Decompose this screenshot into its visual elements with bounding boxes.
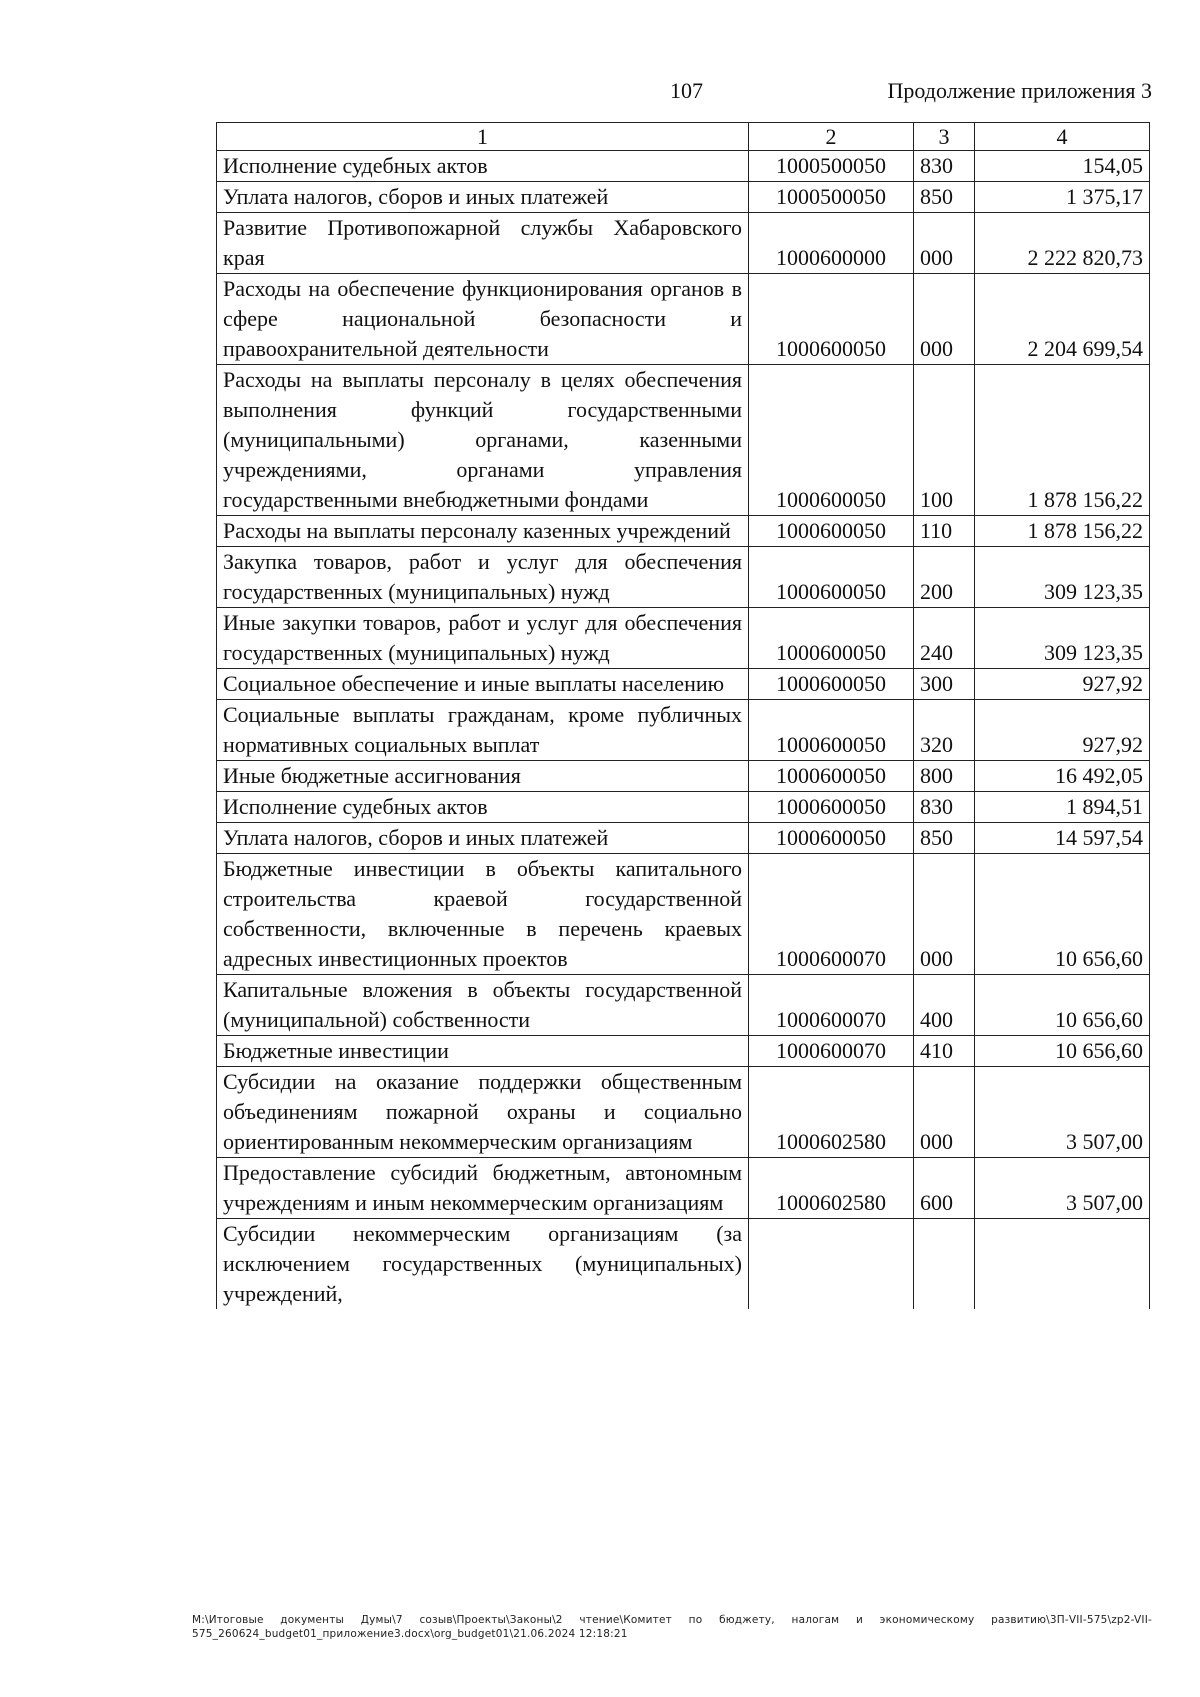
row-expense-type-cell: 830 (914, 792, 975, 823)
row-amount-cell: 10 656,60 (975, 1036, 1150, 1067)
row-code-cell: 1000600050 (749, 608, 914, 669)
row-expense-type-cell: 800 (914, 761, 975, 792)
table-row (217, 823, 1150, 854)
row-expense-type-cell: 000 (914, 213, 975, 274)
row-amount-cell (975, 1219, 1150, 1310)
row-amount-cell: 10 656,60 (975, 975, 1150, 1036)
row-expense-type-cell: 600 (914, 1158, 975, 1219)
row-code-cell: 1000600050 (749, 365, 914, 516)
row-name-cell: Субсидии на оказание поддержки общественным объединениям пожарной охраны и социально ориентированным некоммерческим организациям (217, 1067, 749, 1158)
row-code-cell: 1000600050 (749, 274, 914, 365)
row-expense-type-cell: 110 (914, 516, 975, 547)
table-row (217, 1158, 1150, 1219)
row-expense-type-cell (914, 1219, 975, 1310)
document-path-footer: M:\Итоговые документы Думы\7 созыв\Проекты\Законы\2 чтение\Комитет по бюджету, налогам и экономическому развитию\3П-VII-575\zp2-VII-575_260624_budget01_приложение3.docx\org_budget01\21.06.2024 12:18:21 (192, 1614, 1152, 1640)
row-name-cell: Социальные выплаты гражданам, кроме публичных нормативных социальных выплат (217, 700, 749, 761)
row-code-cell (749, 1219, 914, 1310)
row-code-cell: 1000600050 (749, 700, 914, 761)
row-name-cell: Развитие Противопожарной службы Хабаровского края (217, 213, 749, 274)
row-amount-cell: 1 894,51 (975, 792, 1150, 823)
table-row (217, 669, 1150, 700)
row-amount-cell: 3 507,00 (975, 1158, 1150, 1219)
row-expense-type-cell: 240 (914, 608, 975, 669)
row-amount-cell: 2 222 820,73 (975, 213, 1150, 274)
column-number-2: 2 (749, 123, 914, 151)
table-row (217, 516, 1150, 547)
row-name-cell: Уплата налогов, сборов и иных платежей (217, 182, 749, 213)
row-amount-cell: 1 878 156,22 (975, 516, 1150, 547)
table-row (217, 365, 1150, 516)
table-row (217, 547, 1150, 608)
row-amount-cell: 927,92 (975, 700, 1150, 761)
table-row (217, 1036, 1150, 1067)
budget-table (216, 122, 1150, 1309)
row-amount-cell: 154,05 (975, 151, 1150, 182)
row-amount-cell: 309 123,35 (975, 547, 1150, 608)
row-code-cell: 1000600050 (749, 547, 914, 608)
row-expense-type-cell: 000 (914, 274, 975, 365)
table-row (217, 608, 1150, 669)
row-expense-type-cell: 200 (914, 547, 975, 608)
row-name-cell: Бюджетные инвестиции в объекты капитального строительства краевой государственной собственности, включенные в перечень краевых адресных инвестиционных проектов (217, 854, 749, 975)
row-code-cell: 1000600000 (749, 213, 914, 274)
row-name-cell: Иные закупки товаров, работ и услуг для обеспечения государственных (муниципальных) нужд (217, 608, 749, 669)
row-name-cell: Расходы на обеспечение функционирования органов в сфере национальной безопасности и правоохранительной деятельности (217, 274, 749, 365)
column-number-row (217, 123, 1150, 151)
row-amount-cell: 1 375,17 (975, 182, 1150, 213)
table-row (217, 854, 1150, 975)
table-row (217, 700, 1150, 761)
row-name-cell: Расходы на выплаты персоналу казенных учреждений (217, 516, 749, 547)
row-code-cell: 1000600050 (749, 516, 914, 547)
table-row (217, 151, 1150, 182)
row-expense-type-cell: 400 (914, 975, 975, 1036)
row-name-cell: Иные бюджетные ассигнования (217, 761, 749, 792)
row-name-cell: Исполнение судебных актов (217, 792, 749, 823)
row-expense-type-cell: 850 (914, 823, 975, 854)
row-code-cell: 1000600070 (749, 975, 914, 1036)
row-name-cell: Исполнение судебных актов (217, 151, 749, 182)
row-amount-cell: 10 656,60 (975, 854, 1150, 975)
table-row (217, 274, 1150, 365)
row-expense-type-cell: 300 (914, 669, 975, 700)
row-expense-type-cell: 830 (914, 151, 975, 182)
table-row (217, 761, 1150, 792)
row-expense-type-cell: 000 (914, 854, 975, 975)
row-code-cell: 1000500050 (749, 151, 914, 182)
row-code-cell: 1000600050 (749, 669, 914, 700)
row-name-cell: Субсидии некоммерческим организациям (за исключением государственных (муниципальных) учреждений, (217, 1219, 749, 1310)
row-code-cell: 1000602580 (749, 1067, 914, 1158)
column-number-3: 3 (914, 123, 975, 151)
row-code-cell: 1000600070 (749, 854, 914, 975)
table-row (217, 1067, 1150, 1158)
continuation-label: Продолжение приложения 3 (887, 78, 1152, 103)
row-name-cell: Расходы на выплаты персоналу в целях обеспечения выполнения функций государственными (муниципальными) органами, казенными учреждениями, органами управления государственными внебюджетными фондами (217, 365, 749, 516)
table-row (217, 182, 1150, 213)
row-amount-cell: 1 878 156,22 (975, 365, 1150, 516)
row-name-cell: Уплата налогов, сборов и иных платежей (217, 823, 749, 854)
row-name-cell: Капитальные вложения в объекты государственной (муниципальной) собственности (217, 975, 749, 1036)
row-expense-type-cell: 410 (914, 1036, 975, 1067)
row-amount-cell: 3 507,00 (975, 1067, 1150, 1158)
row-amount-cell: 309 123,35 (975, 608, 1150, 669)
row-expense-type-cell: 320 (914, 700, 975, 761)
row-amount-cell: 16 492,05 (975, 761, 1150, 792)
row-code-cell: 1000600050 (749, 823, 914, 854)
row-name-cell: Социальное обеспечение и иные выплаты населению (217, 669, 749, 700)
row-amount-cell: 2 204 699,54 (975, 274, 1150, 365)
column-number-4: 4 (975, 123, 1150, 151)
row-code-cell: 1000600050 (749, 792, 914, 823)
column-number-1: 1 (217, 123, 749, 151)
row-code-cell: 1000602580 (749, 1158, 914, 1219)
row-name-cell: Предоставление субсидий бюджетным, автономным учреждениям и иным некоммерческим организациям (217, 1158, 749, 1219)
row-expense-type-cell: 100 (914, 365, 975, 516)
table-row (217, 213, 1150, 274)
row-code-cell: 1000600070 (749, 1036, 914, 1067)
row-amount-cell: 927,92 (975, 669, 1150, 700)
page-number: 107 (670, 78, 703, 103)
row-code-cell: 1000600050 (749, 761, 914, 792)
row-name-cell: Закупка товаров, работ и услуг для обеспечения государственных (муниципальных) нужд (217, 547, 749, 608)
row-amount-cell: 14 597,54 (975, 823, 1150, 854)
row-name-cell: Бюджетные инвестиции (217, 1036, 749, 1067)
table-row (217, 792, 1150, 823)
row-code-cell: 1000500050 (749, 182, 914, 213)
table-row (217, 1219, 1150, 1310)
row-expense-type-cell: 850 (914, 182, 975, 213)
row-expense-type-cell: 000 (914, 1067, 975, 1158)
table-row (217, 975, 1150, 1036)
